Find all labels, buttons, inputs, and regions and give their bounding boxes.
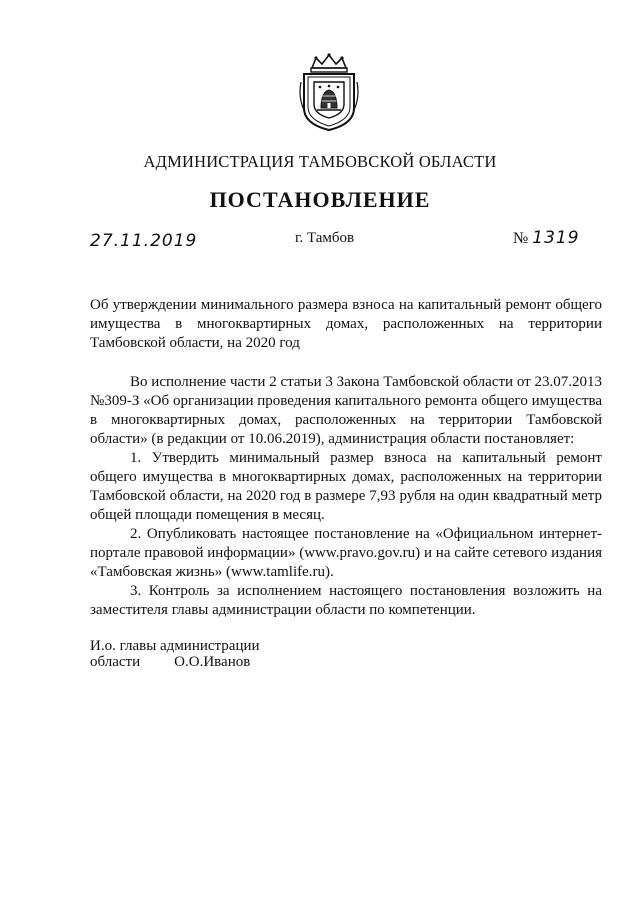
number-value: 1319 bbox=[532, 228, 580, 248]
document-date: 27.11.2019 bbox=[90, 231, 198, 251]
signer-position-line2: области bbox=[90, 654, 141, 670]
signer-name: О.О.Иванов bbox=[174, 654, 251, 670]
document-number bbox=[513, 228, 580, 248]
tambov-coat-of-arms-icon bbox=[298, 52, 360, 132]
document-body bbox=[90, 373, 602, 620]
item-paragraph: 2. Опубликовать настоящее постановление на «Официальном интернет-портале правовой информации» (www.pravo.gov.ru) и на сайте сетевого издания «Тамбовская жизнь» (www.tamlife.ru). bbox=[90, 526, 602, 580]
document-city: г. Тамбов bbox=[295, 230, 355, 246]
organization-name: АДМИНИСТРАЦИЯ ТАМБОВСКОЙ ОБЛАСТИ bbox=[143, 152, 497, 171]
item-paragraph: 1. Утвердить минимальный размер взноса на капитальный ремонт общего имущества в многоквартирных домах, расположенных на территории Тамбовской области, на 2020 год в размере 7,93 рубля на один квадратный метр общей площади помещения в месяц. bbox=[90, 450, 602, 523]
item-paragraph: 3. Контроль за исполнением настоящего постановления возложить на заместителя главы администрации области по компетенции. bbox=[90, 583, 602, 618]
document-subject: Об утверждении минимального размера взноса на капитальный ремонт общего имущества в многоквартирных домах, расположенных на территории Тамбовской области, на 2020 год bbox=[90, 297, 602, 351]
signature-block bbox=[90, 638, 260, 670]
number-prefix: № bbox=[513, 230, 529, 247]
signer-position-line1: И.о. главы администрации bbox=[90, 638, 260, 654]
document-type-title: ПОСТАНОВЛЕНИЕ bbox=[209, 187, 431, 212]
preamble-paragraph: Во исполнение части 2 статьи 3 Закона Тамбовской области от 23.07.2013 №309-З «Об организации проведения капитального ремонта общего имущества в многоквартирных домах, расположенных на территории Тамбовской области» (в редакции от 10.06.2019), администрация области постановляет: bbox=[90, 374, 602, 447]
